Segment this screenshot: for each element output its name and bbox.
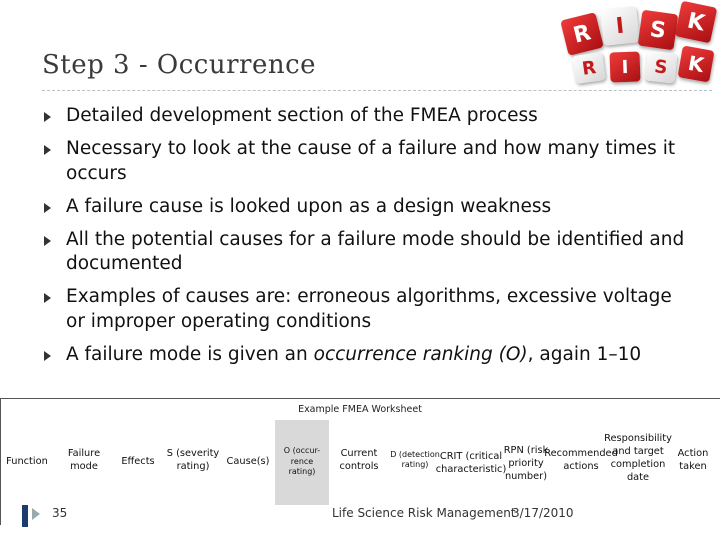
col-current-controls: Current controls (339, 448, 379, 472)
bullet-item: A failure mode is given an occurrence ranking (O), again 1–10 (44, 343, 694, 368)
occurrence-ranking-emphasis: occurrence ranking (O) (313, 343, 528, 365)
col-occurrence: O (occur-rence rating) (283, 446, 321, 477)
bullet-item: Necessary to look at the cause of a failure and how many times it occurs (44, 137, 694, 186)
arrow-bullet-icon (44, 145, 51, 155)
bullet-item: A failure cause is looked upon as a design weakness (44, 195, 694, 220)
logo-cube-s2: S (645, 51, 678, 84)
logo-cube-k: K (675, 1, 718, 44)
footer-date: 3/17/2010 (512, 506, 574, 520)
col-crit: CRIT (critical characteristic) (435, 451, 507, 475)
col-severity: S (severity rating) (166, 448, 220, 472)
col-function: Function (6, 455, 48, 467)
col-effects: Effects (121, 455, 155, 467)
arrow-bullet-icon (44, 112, 51, 122)
col-responsibility: Responsibility and target completion date (604, 433, 672, 483)
worksheet-title: Example FMEA Worksheet (298, 404, 422, 415)
arrow-bullet-icon (44, 203, 51, 213)
footer-chevron-icon (32, 508, 40, 520)
logo-cube-k2: K (677, 45, 714, 82)
arrow-bullet-icon (44, 236, 51, 246)
arrow-bullet-icon (44, 351, 51, 361)
arrow-bullet-icon (44, 293, 51, 303)
slide-title: Step 3 - Occurrence (42, 50, 317, 80)
col-recommended-actions: Recommended actions (544, 448, 618, 472)
col-rpn: RPN (risk priority number) (503, 444, 549, 482)
logo-cube-i2: I (609, 51, 640, 82)
logo-cube-s: S (638, 10, 679, 51)
logo-cube-r2: R (572, 52, 606, 84)
logo-cube-i: I (600, 6, 640, 46)
col-failure-mode: Failure mode (67, 448, 101, 472)
risk-logo (558, 2, 720, 94)
col-detection: D (detection rating) (390, 449, 440, 469)
bullet-item: Detailed development section of the FMEA process (44, 104, 694, 129)
bullet-item: All the potential causes for a failure mode should be identified and documented (44, 228, 694, 277)
col-action-taken: Action taken (677, 448, 709, 472)
footer-text: Life Science Risk Management (332, 506, 516, 520)
bullet-item: Examples of causes are: erroneous algorithms, excessive voltage or improper operating conditions (44, 285, 694, 334)
col-causes: Cause(s) (226, 455, 270, 467)
logo-cube-r: R (560, 12, 604, 56)
footer-accent-bar (22, 505, 28, 527)
slide-number: 35 (52, 506, 68, 520)
bullet-list (44, 104, 694, 367)
